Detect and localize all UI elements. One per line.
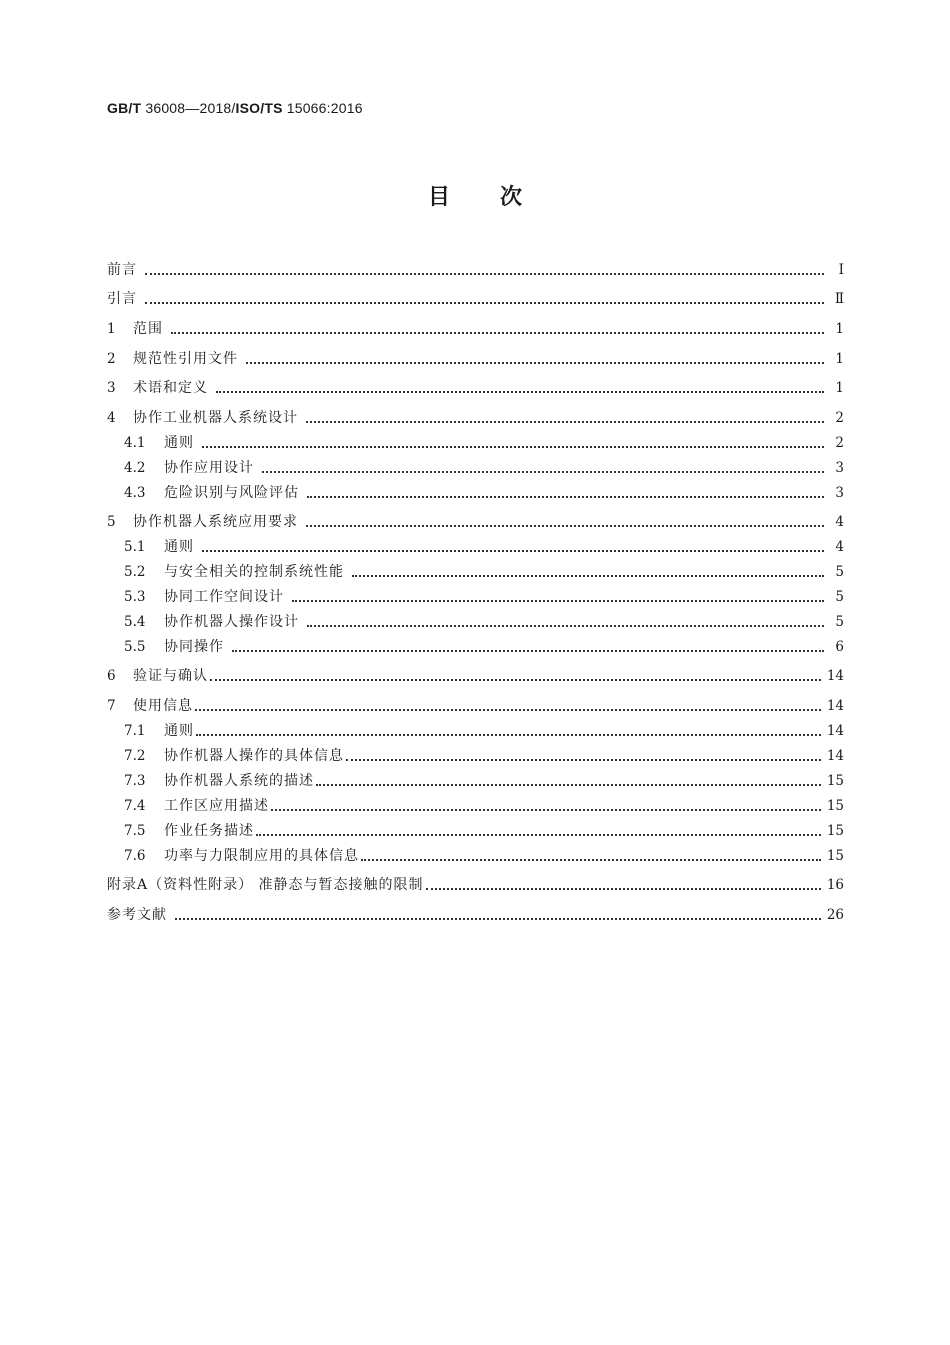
- toc-leader: [256, 833, 821, 836]
- toc-entry-5-2[interactable]: [107, 561, 844, 583]
- toc-page: Ⅱ: [834, 291, 844, 307]
- toc-entry-7-5[interactable]: [107, 820, 844, 842]
- toc-page: 2: [835, 435, 844, 451]
- toc-number: 7.3: [124, 773, 146, 789]
- toc-label: 参考文献: [107, 907, 167, 923]
- toc-label: 范围: [133, 321, 163, 337]
- toc-page: 15: [826, 773, 844, 789]
- toc-entry-3[interactable]: [107, 377, 844, 399]
- toc-entry-annex-a[interactable]: [107, 874, 844, 896]
- toc-number: 4.2: [124, 460, 146, 476]
- toc-entry-7-2[interactable]: [107, 745, 844, 767]
- toc-label: 协同工作空间设计: [164, 589, 284, 605]
- toc-page: 4: [835, 514, 844, 530]
- toc-page: 15: [826, 848, 844, 864]
- page-title: 目次: [427, 185, 572, 210]
- toc-leader: [145, 301, 824, 304]
- toc-leader: [262, 470, 824, 473]
- toc-page: 14: [826, 748, 844, 764]
- toc-label: 通则: [164, 723, 194, 739]
- toc-leader: [202, 445, 824, 448]
- toc-entry-4-2[interactable]: [107, 457, 844, 479]
- toc-page: 15: [826, 798, 844, 814]
- toc-leader: [426, 887, 821, 890]
- toc-label: 与安全相关的控制系统性能: [164, 564, 344, 580]
- toc-leader: [232, 649, 824, 652]
- toc-entry-5-5[interactable]: [107, 636, 844, 658]
- toc-leader: [307, 624, 824, 627]
- toc-entry-bibliography[interactable]: [107, 904, 844, 926]
- toc-number: 5.3: [124, 589, 146, 605]
- toc-leader: [195, 708, 821, 711]
- toc-label: 协作机器人系统的描述: [164, 773, 314, 789]
- toc-number: 7.1: [124, 723, 146, 739]
- toc-label: 协作机器人系统应用要求: [133, 514, 298, 530]
- toc-page: 1: [835, 321, 844, 337]
- toc-number: 5.5: [124, 639, 146, 655]
- toc-number: 5.4: [124, 614, 146, 630]
- toc-entry-7-3[interactable]: [107, 770, 844, 792]
- toc-label: 协作机器人操作的具体信息: [164, 748, 344, 764]
- toc-number: 4: [107, 410, 116, 426]
- toc-number: 7.6: [124, 848, 146, 864]
- toc-label: 规范性引用文件: [133, 351, 238, 367]
- toc-page: 6: [835, 639, 844, 655]
- toc-number: 3: [107, 380, 116, 396]
- toc-entry-4-3[interactable]: [107, 482, 844, 504]
- toc-label: 引言: [107, 291, 137, 307]
- toc-entry-5-4[interactable]: [107, 611, 844, 633]
- toc-page: 4: [835, 539, 844, 555]
- toc-entry-4-1[interactable]: [107, 432, 844, 454]
- toc-leader: [145, 272, 824, 275]
- toc-leader: [316, 783, 821, 786]
- toc-leader: [271, 808, 821, 811]
- toc-entry-7-4[interactable]: [107, 795, 844, 817]
- iso-number: 15066:2016: [286, 100, 363, 116]
- toc-entry-4[interactable]: [107, 407, 844, 429]
- toc-leader: [216, 390, 824, 393]
- toc-page: 3: [835, 460, 844, 476]
- toc-leader: [346, 758, 821, 761]
- toc-number: 7.2: [124, 748, 146, 764]
- toc-entry-1[interactable]: [107, 318, 844, 340]
- toc-label: 协同操作: [164, 639, 224, 655]
- toc-leader: [306, 524, 824, 527]
- toc-page: 3: [835, 485, 844, 501]
- toc-number: 7.4: [124, 798, 146, 814]
- toc-entry-5-3[interactable]: [107, 586, 844, 608]
- toc-page: 5: [835, 564, 844, 580]
- toc-label: 功率与力限制应用的具体信息: [164, 848, 359, 864]
- toc-label: 术语和定义: [133, 380, 208, 396]
- toc-page: 1: [835, 380, 844, 396]
- toc-page: 14: [826, 723, 844, 739]
- toc-leader: [175, 917, 821, 920]
- toc-entry-7[interactable]: [107, 695, 844, 717]
- toc-label: 工作区应用描述: [164, 798, 269, 814]
- toc-leader: [246, 361, 824, 364]
- toc-number: 6: [107, 668, 116, 684]
- toc-entry-5-1[interactable]: [107, 536, 844, 558]
- toc-leader: [361, 858, 821, 861]
- toc-label: 协作应用设计: [164, 460, 254, 476]
- toc-label: 通则: [164, 435, 194, 451]
- toc-leader: [196, 733, 821, 736]
- toc-number: 7.5: [124, 823, 146, 839]
- toc-number: 2: [107, 351, 116, 367]
- toc-entry-introduction[interactable]: [107, 288, 844, 310]
- toc-number: 5.1: [124, 539, 146, 555]
- toc-number: 4.3: [124, 485, 146, 501]
- toc-leader: [210, 678, 821, 681]
- toc-leader: [306, 420, 824, 423]
- iso-prefix: ISO/TS: [235, 100, 283, 116]
- toc-page: 14: [826, 668, 844, 684]
- toc-label: 验证与确认: [133, 668, 208, 684]
- toc-number: 1: [107, 321, 116, 337]
- toc-entry-5[interactable]: [107, 511, 844, 533]
- toc-page: Ⅰ: [838, 262, 844, 278]
- toc-entry-2[interactable]: [107, 348, 844, 370]
- toc-leader: [292, 599, 824, 602]
- standard-code: [107, 100, 363, 116]
- toc-leader: [307, 495, 824, 498]
- toc-page: 16: [826, 877, 844, 893]
- toc-label: 附录A（资料性附录） 准静态与暂态接触的限制: [107, 877, 424, 893]
- toc-page: 1: [835, 351, 844, 367]
- toc-number: 4.1: [124, 435, 146, 451]
- std-prefix: GB/T: [107, 100, 142, 116]
- toc-page: 2: [835, 410, 844, 426]
- toc-label: 使用信息: [133, 698, 193, 714]
- std-number: 36008—2018/: [145, 100, 236, 116]
- toc-entry-6[interactable]: [107, 665, 844, 687]
- toc-label: 前言: [107, 262, 137, 278]
- toc-number: 5.2: [124, 564, 146, 580]
- toc-number: 5: [107, 514, 116, 530]
- toc-leader: [202, 549, 824, 552]
- toc-label: 作业任务描述: [164, 823, 254, 839]
- toc-page: 14: [826, 698, 844, 714]
- toc-page: 5: [835, 589, 844, 605]
- toc-label: 危险识别与风险评估: [164, 485, 299, 501]
- toc-entry-7-6[interactable]: [107, 845, 844, 867]
- toc-label: 通则: [164, 539, 194, 555]
- toc-leader: [171, 331, 824, 334]
- toc-label: 协作机器人操作设计: [164, 614, 299, 630]
- toc-entry-7-1[interactable]: [107, 720, 844, 742]
- toc-page: 15: [826, 823, 844, 839]
- toc-number: 7: [107, 698, 116, 714]
- toc-page: 26: [826, 907, 844, 923]
- toc-page: 5: [835, 614, 844, 630]
- toc-entry-foreword[interactable]: [107, 259, 844, 281]
- toc-leader: [352, 574, 824, 577]
- toc-label: 协作工业机器人系统设计: [133, 410, 298, 426]
